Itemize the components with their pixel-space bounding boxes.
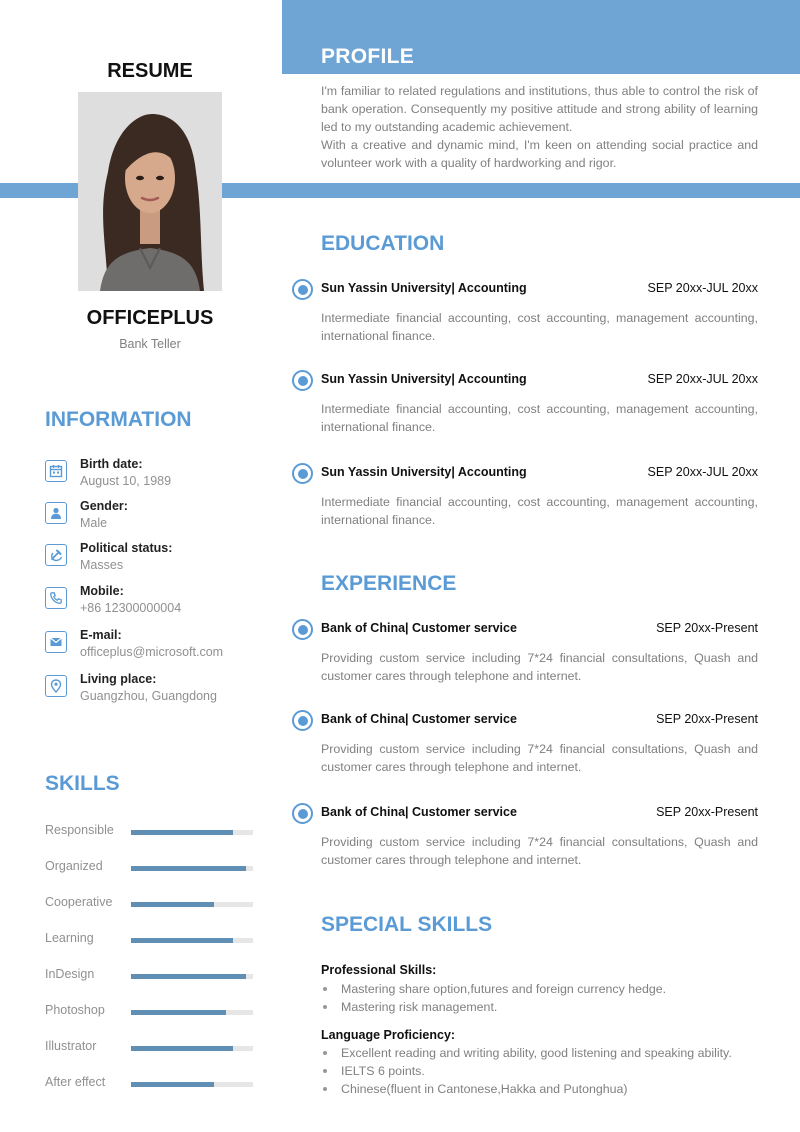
entry-description: Intermediate financial accounting, cost accounting, management accounting, international finance. — [321, 311, 758, 343]
profile-paragraph: With a creative and dynamic mind, I'm keen on attending social practice and volunteer work with a quality of hardworking and rigor. — [321, 138, 758, 170]
mail-icon — [45, 631, 67, 653]
entry-date: SEP 20xx-JUL 20xx — [647, 372, 758, 386]
list-item: Excellent reading and writing ability, good listening and speaking ability. — [321, 1044, 761, 1062]
bullet-circle-icon — [292, 710, 313, 731]
professional-skills-list — [321, 980, 761, 1016]
info-value: +86 12300000004 — [80, 601, 182, 615]
skill-bar-track — [131, 974, 253, 979]
profile-summary — [321, 82, 758, 172]
profile-heading: PROFILE — [321, 45, 415, 68]
special-skills-heading: SPECIAL SKILLS — [321, 913, 493, 936]
skill-name: Organized — [45, 859, 103, 873]
skill-bar-track — [131, 866, 253, 871]
language-proficiency-label: Language Proficiency: — [321, 1028, 456, 1042]
info-value: Male — [80, 516, 108, 530]
skill-bar-track — [131, 1010, 253, 1015]
portrait-image — [78, 92, 222, 291]
entry-description: Providing custom service including 7*24 financial consultations, Quash and customer cares through telephone and internet. — [321, 651, 758, 683]
skill-row — [45, 931, 255, 947]
skill-row — [45, 1075, 255, 1091]
list-item: Mastering share option,futures and foreign currency hedge. — [321, 980, 761, 998]
entry-heading: Bank of China| Customer service — [321, 712, 517, 726]
information-heading: INFORMATION — [45, 408, 192, 431]
skill-name: Learning — [45, 931, 94, 945]
skill-bar-track — [131, 1046, 253, 1051]
resume-title: RESUME — [107, 60, 193, 82]
skill-bar-track — [131, 830, 253, 835]
political-icon — [45, 544, 67, 566]
person-icon — [45, 502, 67, 524]
bullet-circle-icon — [292, 370, 313, 391]
info-label: E-mail: — [80, 628, 122, 642]
skill-name: After effect — [45, 1075, 106, 1089]
location-icon — [45, 675, 67, 697]
bullet-circle-icon — [292, 463, 313, 484]
entry-heading: Sun Yassin University| Accounting — [321, 372, 527, 386]
skill-name: InDesign — [45, 967, 95, 981]
info-label: Mobile: — [80, 584, 124, 598]
skill-row — [45, 1003, 255, 1019]
info-label: Gender: — [80, 499, 128, 513]
list-item: Chinese(fluent in Cantonese,Hakka and Putonghua) — [321, 1080, 761, 1098]
candidate-name: OFFICEPLUS — [86, 307, 214, 329]
skill-bar-fill — [131, 902, 214, 907]
skill-bar-track — [131, 938, 253, 943]
job-title: Bank Teller — [119, 337, 181, 351]
education-heading: EDUCATION — [321, 232, 445, 255]
entry-date: SEP 20xx-JUL 20xx — [647, 281, 758, 295]
skills-heading: SKILLS — [45, 772, 120, 795]
skill-bar-fill — [131, 1046, 233, 1051]
skill-bar-fill — [131, 938, 233, 943]
entry-date: SEP 20xx-Present — [656, 621, 758, 635]
entry-heading: Sun Yassin University| Accounting — [321, 281, 527, 295]
skill-bar-track — [131, 1082, 253, 1087]
skill-bar-track — [131, 902, 253, 907]
entry-description: Providing custom service including 7*24 financial consultations, Quash and customer cares through telephone and internet. — [321, 835, 758, 867]
entry-description: Intermediate financial accounting, cost accounting, management accounting, international finance. — [321, 402, 758, 434]
entry-heading: Bank of China| Customer service — [321, 621, 517, 635]
skill-row — [45, 1039, 255, 1055]
profile-photo — [78, 92, 222, 291]
skill-row — [45, 823, 255, 839]
phone-icon — [45, 587, 67, 609]
list-item: Mastering risk management. — [321, 998, 761, 1016]
info-value: August 10, 1989 — [80, 474, 172, 488]
entry-date: SEP 20xx-JUL 20xx — [647, 465, 758, 479]
entry-description: Intermediate financial accounting, cost accounting, management accounting, international finance. — [321, 495, 758, 527]
entry-date: SEP 20xx-Present — [656, 712, 758, 726]
skill-name: Illustrator — [45, 1039, 97, 1053]
skill-name: Cooperative — [45, 895, 113, 909]
language-proficiency-list — [321, 1044, 761, 1098]
skill-row — [45, 859, 255, 875]
info-label: Political status: — [80, 541, 173, 555]
info-value: officeplus@microsoft.com — [80, 645, 224, 659]
skill-bar-fill — [131, 866, 246, 871]
info-label: Living place: — [80, 672, 157, 686]
skill-name: Photoshop — [45, 1003, 105, 1017]
calendar-icon — [45, 460, 67, 482]
info-value: Masses — [80, 558, 124, 572]
skill-row — [45, 895, 255, 911]
skill-bar-fill — [131, 974, 246, 979]
entry-heading: Sun Yassin University| Accounting — [321, 465, 527, 479]
list-item: IELTS 6 points. — [321, 1062, 761, 1080]
entry-description: Providing custom service including 7*24 financial consultations, Quash and customer cares through telephone and internet. — [321, 742, 758, 774]
entry-date: SEP 20xx-Present — [656, 805, 758, 819]
bullet-circle-icon — [292, 279, 313, 300]
skill-bar-fill — [131, 1010, 226, 1015]
skill-bar-fill — [131, 1082, 214, 1087]
bullet-circle-icon — [292, 619, 313, 640]
skill-name: Responsible — [45, 823, 114, 837]
professional-skills-label: Professional Skills: — [321, 963, 437, 977]
experience-heading: EXPERIENCE — [321, 572, 457, 595]
info-value: Guangzhou, Guangdong — [80, 689, 217, 703]
bullet-circle-icon — [292, 803, 313, 824]
profile-paragraph: I'm familiar to related regulations and institutions, thus able to control the risk of bank operation. Consequently my positive attitude and strong ability of learning led to my outstanding academic achievement. — [321, 84, 758, 134]
info-label: Birth date: — [80, 457, 143, 471]
entry-heading: Bank of China| Customer service — [321, 805, 517, 819]
skill-row — [45, 967, 255, 983]
skill-bar-fill — [131, 830, 233, 835]
